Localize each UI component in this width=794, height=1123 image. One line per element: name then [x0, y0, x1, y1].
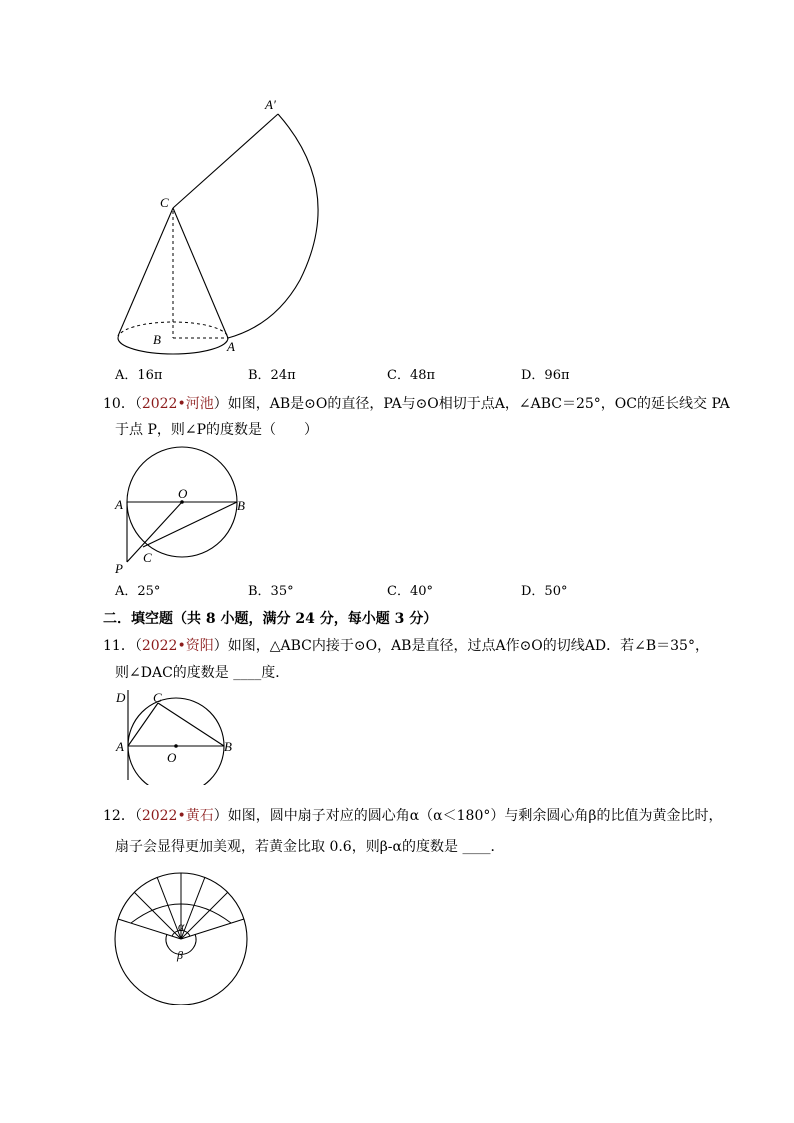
q11-text-2: 则∠DAC的度数是 ____度．: [115, 665, 290, 681]
q12-number: 12．: [103, 808, 135, 824]
q12-label-alpha: α: [178, 919, 185, 933]
q9-option-c: C．48π: [387, 368, 436, 383]
q12-text-2: 扇子会显得更加美观，若黄金比取 0.6，则β-α的度数是 ____．: [115, 839, 505, 855]
cone-sector-figure: [100, 90, 330, 365]
q10-option-c: C．40°: [387, 584, 433, 599]
label-c: C: [160, 195, 169, 210]
q11-number: 11．: [103, 638, 135, 654]
q10-label-o: O: [178, 486, 188, 501]
q10-option-b: B．35°: [248, 584, 294, 599]
q10-label-c: C: [143, 550, 152, 565]
q10-text-1: 如图，AB是⊙O的直径，PA与⊙O相切于点A，∠ABC＝25°，OC的延长线交 PA: [227, 396, 730, 412]
q12-text-1: 如图，圆中扇子对应的圆心角α（α＜180°）与剩余圆心角β的比值为黄金比时，: [227, 808, 723, 824]
q12-fan-figure: [110, 860, 255, 1005]
q10-text-2: 于点 P，则∠P的度数是（ ）: [115, 422, 319, 438]
section-title: 二．填空题（共 8 小题，满分 24 分，每小题 3 分）: [103, 611, 438, 627]
q12-line1: 12．（2022•黄石）如图，圆中扇子对应的圆心角α（α＜180°）与剩余圆心角β的比值为黄金比时，: [103, 808, 723, 824]
q10-line1: 10．（2022•河池）如图，AB是⊙O的直径，PA与⊙O相切于点A，∠ABC＝25°，OC的延长线交 PA: [103, 396, 730, 412]
q11-label-b: B: [224, 739, 232, 754]
q10-number: 10．: [103, 396, 135, 412]
q10-label-b: B: [237, 498, 245, 513]
q11-source: 2022•资阳: [141, 638, 214, 654]
label-a: A: [227, 339, 235, 354]
q9-option-d: D．96π: [521, 368, 570, 383]
q10-label-p: P: [115, 561, 123, 576]
q11-line1: 11．（2022•资阳）如图，△ABC内接于⊙O，AB是直径，过点A作⊙O的切线AD．若∠B＝35°，: [103, 638, 709, 654]
label-b: B: [153, 332, 161, 347]
q11-label-o: O: [167, 750, 177, 765]
q10-label-a: A: [115, 497, 123, 512]
q10-option-a: A．25°: [115, 584, 161, 599]
q11-label-a: A: [116, 739, 124, 754]
q10-source: 2022•河池: [141, 396, 214, 412]
label-a-prime: A′: [265, 97, 276, 112]
q11-circle-figure: [108, 685, 243, 785]
q10-circle-figure: [108, 445, 253, 577]
q11-label-c: C: [153, 690, 162, 705]
q11-text-1: 如图，△ABC内接于⊙O，AB是直径，过点A作⊙O的切线AD．若∠B＝35°，: [227, 638, 709, 654]
q11-label-d: D: [116, 690, 126, 705]
q10-option-d: D．50°: [521, 584, 568, 599]
q12-source: 2022•黄石: [141, 808, 214, 824]
q12-label-beta: β: [177, 948, 183, 962]
q9-option-a: A．16π: [115, 368, 163, 383]
q9-option-b: B．24π: [248, 368, 296, 383]
